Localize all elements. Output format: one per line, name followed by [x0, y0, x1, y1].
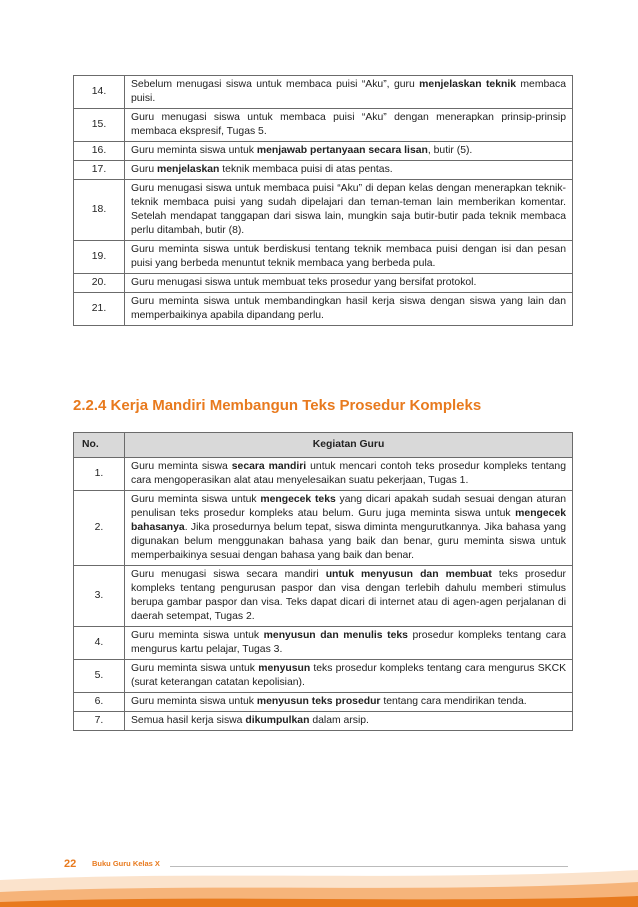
- body-text: teks prosedur kompleks tentang pengurusan paspor dan visa dengan terlebih dahulu memberi stimulus berupa gambar paspor dan visa. Teks dapat dicari di internet atau di agen-agen perjalanan di daerah setempat, Tugas 2.: [131, 569, 566, 622]
- emphasis-text: mengecek teks: [260, 494, 336, 505]
- emphasis-text: untuk menyusun dan membuat: [325, 569, 492, 580]
- emphasis-text: menjawab pertanyaan secara lisan: [256, 145, 428, 156]
- section-heading: 2.2.4 Kerja Mandiri Membangun Teks Prosedur Kompleks: [73, 397, 482, 414]
- body-text: yang dicari apakah sudah sesuai dengan aturan penulisan teks prosedur kompleks atau belum. Guru juga meminta siswa untuk: [131, 494, 567, 519]
- body-text: Guru meminta siswa: [131, 461, 232, 472]
- row-number: 6.: [74, 693, 125, 712]
- table-row: [74, 142, 573, 161]
- activity-description: [125, 458, 573, 491]
- table-row: [74, 76, 573, 109]
- table-row: [74, 241, 573, 274]
- body-text: teks prosedur kompleks tentang cara mengurus SKCK (surat keterangan catatan kepolisian).: [131, 663, 566, 688]
- running-title: Buku Guru Kelas X: [92, 859, 160, 868]
- emphasis-text: menyusun dan menulis teks: [263, 630, 408, 641]
- table-body: [74, 76, 573, 326]
- body-text: Guru menugasi siswa untuk membaca puisi “Aku” di depan kelas dengan menerapkan teknik-teknik membaca puisi yang sudah dipelajari dan teman-teman lain memberikan komentar. Setelah mendapat tanggapan dari siswa lain, mungkin saja butir-butir pada teknik membaca perlu ditambah, butir (8).: [131, 183, 566, 236]
- body-text: Guru meminta siswa untuk: [131, 145, 257, 156]
- body-text: , butir (5).: [427, 145, 473, 156]
- body-text: Guru menugasi siswa secara mandiri: [131, 569, 326, 580]
- body-text: Guru meminta siswa untuk: [131, 663, 259, 674]
- body-text: Guru menugasi siswa untuk membaca puisi “Aku” dengan menerapkan prinsip-prinsip membaca ekspresif, Tugas 5.: [131, 112, 566, 137]
- body-text: Guru meminta siswa untuk membandingkan hasil kerja siswa dengan siswa yang lain dan memperbaikinya apabila dipandang perlu.: [131, 296, 566, 321]
- body-text: tentang cara mendirikan tenda.: [380, 696, 527, 707]
- row-number: 2.: [74, 491, 125, 566]
- row-number: 18.: [74, 180, 125, 241]
- row-number: 7.: [74, 712, 125, 731]
- activity-description: [125, 566, 573, 627]
- top-margin: [0, 0, 638, 46]
- table-row: [74, 293, 573, 326]
- table-row: [74, 566, 573, 627]
- table-body: [74, 458, 573, 731]
- table-row: [74, 627, 573, 660]
- table-row: [74, 109, 573, 142]
- body-text: Guru meminta siswa untuk: [131, 494, 261, 505]
- row-number: 3.: [74, 566, 125, 627]
- activity-description: [125, 76, 573, 109]
- page-number: 22: [64, 858, 77, 870]
- activity-description: [125, 274, 573, 293]
- column-header-no: No.: [74, 433, 125, 458]
- body-text: Guru menugasi siswa untuk membuat teks prosedur yang bersifat protokol.: [131, 277, 477, 288]
- row-number: 1.: [74, 458, 125, 491]
- emphasis-text: menyusun: [258, 663, 311, 674]
- emphasis-text: menyusun teks prosedur: [256, 696, 381, 707]
- activity-description: [125, 627, 573, 660]
- table-row: [74, 693, 573, 712]
- body-text: Guru: [131, 164, 157, 175]
- row-number: 17.: [74, 161, 125, 180]
- row-number: 21.: [74, 293, 125, 326]
- body-text: dalam arsip.: [309, 715, 369, 726]
- footer-rule: [170, 866, 568, 867]
- activity-description: [125, 660, 573, 693]
- activity-description: [125, 693, 573, 712]
- row-number: 20.: [74, 274, 125, 293]
- table-header-row: [74, 433, 573, 458]
- row-number: 16.: [74, 142, 125, 161]
- table-row: [74, 161, 573, 180]
- activity-description: [125, 241, 573, 274]
- table-row: [74, 274, 573, 293]
- body-text: teknik membaca puisi di atas pentas.: [219, 164, 393, 175]
- activity-description: [125, 491, 573, 566]
- row-number: 4.: [74, 627, 125, 660]
- row-number: 5.: [74, 660, 125, 693]
- activity-description: [125, 142, 573, 161]
- activity-description: [125, 712, 573, 731]
- activity-description: [125, 180, 573, 241]
- body-text: Guru meminta siswa untuk berdiskusi tentang teknik membaca puisi dengan isi dan pesan puisi yang berbeda menuntut teknik membaca yang berbeda pula.: [131, 244, 566, 269]
- table-row: [74, 660, 573, 693]
- row-number: 15.: [74, 109, 125, 142]
- body-text: Guru meminta siswa untuk: [131, 696, 257, 707]
- body-text: prosedur kompleks tentang cara mengurus kartu pelajar, Tugas 3.: [131, 630, 566, 655]
- emphasis-text: menjelaskan teknik: [419, 79, 516, 90]
- body-text: untuk mencari contoh teks prosedur kompleks tentang cara mengoperasikan alat atau menyelesaikan suatu pekerjaan, Tugas 1.: [131, 461, 566, 486]
- column-header-kegiatan: Kegiatan Guru: [125, 433, 573, 458]
- activity-description: [125, 161, 573, 180]
- activity-description: [125, 109, 573, 142]
- body-text: Sebelum menugasi siswa untuk membaca puisi “Aku”, guru: [131, 79, 420, 90]
- activity-table-continued: [73, 75, 573, 326]
- table-row: [74, 180, 573, 241]
- emphasis-text: secara mandiri: [231, 461, 307, 472]
- table-row: [74, 458, 573, 491]
- independent-work-table: [73, 432, 573, 731]
- table-row: [74, 491, 573, 566]
- body-text: membaca puisi.: [131, 79, 567, 104]
- activity-description: [125, 293, 573, 326]
- row-number: 19.: [74, 241, 125, 274]
- row-number: 14.: [74, 76, 125, 109]
- emphasis-text: mengecek bahasanya: [131, 508, 566, 533]
- body-text: . Jika prosedurnya belum tepat, siswa diminta mengurutkannya. Jika bahasa yang digunakan belum menggunakan bahasa yang baik dan benar, guru meminta siswa untuk memperbaikinya sesuai dengan bahasa yang baik dan benar.: [131, 522, 566, 561]
- emphasis-text: dikumpulkan: [245, 715, 310, 726]
- body-text: Semua hasil kerja siswa: [131, 715, 246, 726]
- emphasis-text: menjelaskan: [157, 164, 220, 175]
- body-text: Guru meminta siswa untuk: [131, 630, 264, 641]
- table-row: [74, 712, 573, 731]
